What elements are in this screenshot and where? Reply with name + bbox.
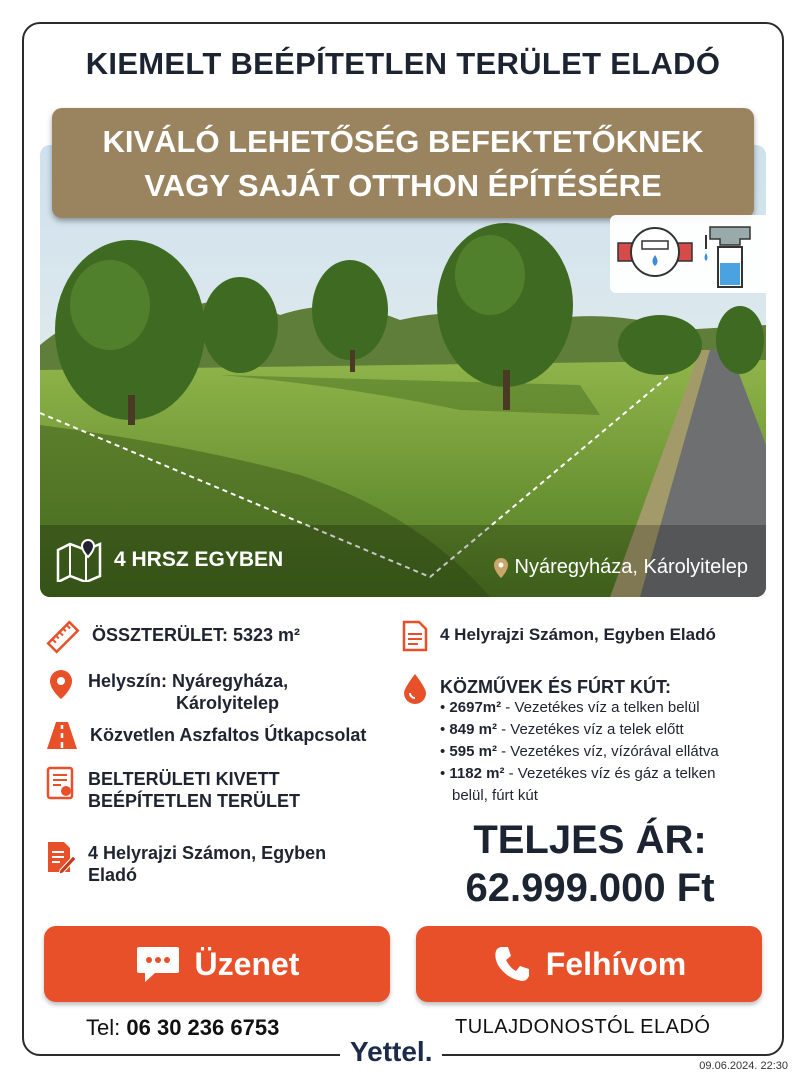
banner-line-2: VAGY SAJÁT OTTHON ÉPÍTÉSÉRE bbox=[144, 168, 662, 203]
document-pen-icon bbox=[46, 840, 76, 874]
phone-label: Tel: bbox=[86, 1015, 121, 1040]
call-button-label: Felhívom bbox=[545, 945, 687, 982]
lot-tag-text: 4 HRSZ EGYBEN bbox=[114, 548, 284, 571]
road-icon bbox=[46, 720, 78, 750]
chat-icon bbox=[135, 943, 181, 985]
price-label: TELJES ÁR: bbox=[473, 818, 707, 862]
feature-road bbox=[46, 720, 366, 750]
feature-total-area bbox=[46, 620, 300, 654]
location-pin-icon bbox=[46, 668, 76, 700]
lot-tag bbox=[56, 538, 283, 582]
map-icon bbox=[56, 538, 102, 582]
location-tag bbox=[493, 556, 748, 579]
location-tag-text: Nyáregyháza, Károlyitelep bbox=[514, 556, 748, 578]
headline-banner bbox=[52, 108, 754, 218]
feature-parcels-right bbox=[402, 620, 716, 652]
utility-item: • 1182 m² - Vezetékes víz és gáz a telken bbox=[440, 765, 716, 782]
feature-zoning-line1: BELTERÜLETI KIVETT bbox=[88, 769, 280, 789]
phone-contact bbox=[86, 1015, 279, 1041]
timestamp: 09.06.2024. 22:30 bbox=[699, 1060, 788, 1072]
feature-location-line1: Helyszín: Nyáregyháza, bbox=[88, 671, 289, 691]
water-drop-icon bbox=[402, 672, 428, 704]
feature-zoning-line2: BEÉPÍTETLEN TERÜLET bbox=[88, 791, 301, 811]
utilities-list bbox=[440, 697, 719, 807]
feature-zoning bbox=[46, 766, 300, 812]
utilities-badge bbox=[610, 215, 766, 293]
utility-item: • 595 m² - Vezetékes víz, vízórával ellátva bbox=[440, 743, 719, 760]
document-icon bbox=[402, 620, 428, 652]
price-value: 62.999.000 Ft bbox=[465, 866, 715, 910]
phone-icon bbox=[492, 944, 532, 984]
utility-item: • 849 m² - Vezetékes víz a telek előtt bbox=[440, 721, 684, 738]
owner-note: TULAJDONOSTÓL ELADÓ bbox=[455, 1016, 711, 1038]
feature-location-line2: Károlyitelep bbox=[176, 693, 280, 713]
call-button[interactable] bbox=[416, 926, 762, 1002]
water-meter-icon bbox=[610, 215, 766, 293]
feature-parcels-line2: Eladó bbox=[88, 865, 138, 885]
watermark-logo: Yettel. bbox=[340, 1036, 442, 1068]
utility-item: • 2697m² - Vezetékes víz a telken belül bbox=[440, 699, 700, 716]
feature-location bbox=[46, 668, 288, 714]
certificate-icon bbox=[46, 766, 76, 802]
feature-parcels-line1: 4 Helyrajzi Számon, Egyben bbox=[88, 843, 327, 863]
location-pin-icon bbox=[493, 557, 509, 579]
feature-utilities-title: KÖZMŰVEK ÉS FÚRT KÚT: bbox=[440, 677, 671, 697]
utility-item-continued: belül, fúrt kút bbox=[452, 787, 538, 804]
message-button-label: Üzenet bbox=[194, 945, 300, 982]
ruler-icon bbox=[46, 620, 80, 654]
feature-parcels-right-text: 4 Helyrajzi Számon, Egyben Eladó bbox=[440, 625, 716, 644]
feature-total-area-text: ÖSSZTERÜLET: 5323 m² bbox=[92, 625, 301, 645]
feature-road-text: Közvetlen Aszfaltos Útkapcsolat bbox=[90, 725, 367, 745]
message-button[interactable] bbox=[44, 926, 390, 1002]
headline: KIEMELT BEÉPÍTETLEN TERÜLET ELADÓ bbox=[85, 46, 721, 81]
banner-line-1: KIVÁLÓ LEHETŐSÉG BEFEKTETŐKNEK bbox=[102, 124, 704, 159]
phone-number[interactable]: 06 30 236 6753 bbox=[126, 1015, 280, 1040]
feature-parcels bbox=[46, 840, 326, 886]
